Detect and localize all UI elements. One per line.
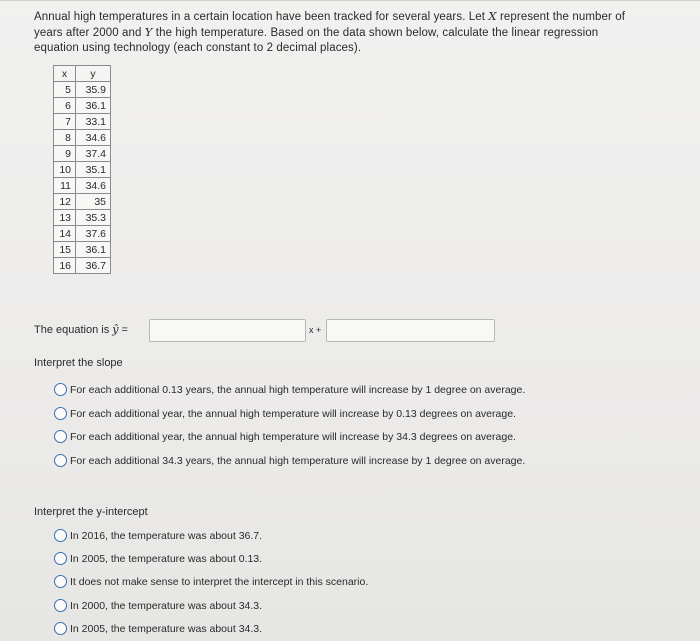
question-text	[34, 9, 634, 56]
cell-x: 8	[54, 130, 76, 146]
option-label: For each additional 34.3 years, the annual high temperature will increase by 1 degree on average.	[70, 454, 526, 467]
slope-option-4[interactable]	[54, 454, 525, 467]
cell-y: 34.6	[76, 130, 111, 146]
table-row	[54, 114, 111, 130]
slope-input[interactable]	[149, 319, 306, 342]
cell-y: 36.1	[76, 98, 111, 114]
radio-button[interactable]	[54, 575, 67, 588]
slope-option-1[interactable]	[54, 383, 525, 396]
cell-y: 37.4	[76, 146, 111, 162]
cell-x: 9	[54, 146, 76, 162]
cell-x: 12	[54, 194, 76, 210]
radio-button[interactable]	[54, 552, 67, 565]
cell-x: 7	[54, 114, 76, 130]
option-label: For each additional year, the annual high temperature will increase by 0.13 degrees on average.	[70, 407, 516, 420]
variable-x: X	[488, 9, 497, 23]
equation-label	[34, 323, 128, 336]
table-row	[54, 258, 111, 274]
radio-button[interactable]	[54, 622, 67, 635]
option-label: It does not make sense to interpret the intercept in this scenario.	[70, 575, 369, 588]
slope-section-title: Interpret the slope	[34, 357, 123, 369]
cell-y: 35.3	[76, 210, 111, 226]
cell-y: 36.1	[76, 242, 111, 258]
radio-button[interactable]	[54, 454, 67, 467]
table-row	[54, 194, 111, 210]
intercept-option-5[interactable]	[54, 622, 262, 635]
top-divider	[0, 0, 700, 1]
slope-option-3[interactable]	[54, 430, 516, 443]
question-part-1: Annual high temperatures in a certain location have been tracked for several years. Let	[34, 11, 489, 23]
y-hat-symbol: ŷ	[112, 323, 119, 336]
cell-y: 35	[76, 194, 111, 210]
option-label: In 2016, the temperature was about 36.7.	[70, 529, 263, 542]
cell-x: 5	[54, 82, 76, 98]
question-part-3: the high temperature. Based on the data shown below, calculate the linear regression equation using technology (each constant to 2 decimal places).	[34, 27, 599, 54]
intercept-option-3[interactable]	[54, 575, 368, 588]
table-row	[54, 146, 111, 162]
equation-label-text: The equation is	[34, 324, 113, 336]
table-row	[54, 82, 111, 98]
cell-y: 35.9	[76, 82, 111, 98]
cell-x: 15	[54, 242, 76, 258]
option-label: In 2000, the temperature was about 34.3.	[70, 599, 263, 612]
cell-x: 14	[54, 226, 76, 242]
intercept-option-1[interactable]	[54, 529, 262, 542]
cell-y: 36.7	[76, 258, 111, 274]
cell-y: 34.6	[76, 178, 111, 194]
table-row	[54, 130, 111, 146]
table-header-row	[54, 66, 111, 82]
cell-x: 11	[54, 178, 76, 194]
cell-x: 16	[54, 258, 76, 274]
cell-x: 10	[54, 162, 76, 178]
intercept-option-4[interactable]	[54, 599, 262, 612]
radio-button[interactable]	[54, 529, 67, 542]
table-row	[54, 162, 111, 178]
equals-sign: =	[118, 324, 128, 336]
option-label: For each additional year, the annual high temperature will increase by 34.3 degrees on average.	[70, 430, 516, 443]
column-header-y: y	[76, 66, 111, 82]
table-row	[54, 178, 111, 194]
cell-y: 33.1	[76, 114, 111, 130]
radio-button[interactable]	[54, 599, 67, 612]
column-header-x: x	[54, 66, 76, 82]
cell-y: 35.1	[76, 162, 111, 178]
data-table	[53, 65, 111, 274]
slope-option-2[interactable]	[54, 407, 516, 420]
radio-button[interactable]	[54, 430, 67, 443]
option-label: In 2005, the temperature was about 34.3.	[70, 622, 263, 635]
cell-x: 6	[54, 98, 76, 114]
variable-y: Y	[144, 25, 153, 39]
radio-button[interactable]	[54, 383, 67, 396]
intercept-option-2[interactable]	[54, 552, 262, 565]
x-plus-text: x +	[309, 325, 322, 335]
table-row	[54, 242, 111, 258]
cell-y: 37.6	[76, 226, 111, 242]
cell-x: 13	[54, 210, 76, 226]
intercept-section-title: Interpret the y-intercept	[34, 506, 148, 518]
question-part-2: represent the number of years after 2000 and	[34, 11, 626, 39]
table-row	[54, 210, 111, 226]
radio-button[interactable]	[54, 407, 67, 420]
option-label: In 2005, the temperature was about 0.13.	[70, 552, 263, 565]
intercept-input[interactable]	[326, 319, 495, 342]
table-row	[54, 226, 111, 242]
option-label: For each additional 0.13 years, the annual high temperature will increase by 1 degree on average.	[70, 383, 526, 396]
table-row	[54, 98, 111, 114]
